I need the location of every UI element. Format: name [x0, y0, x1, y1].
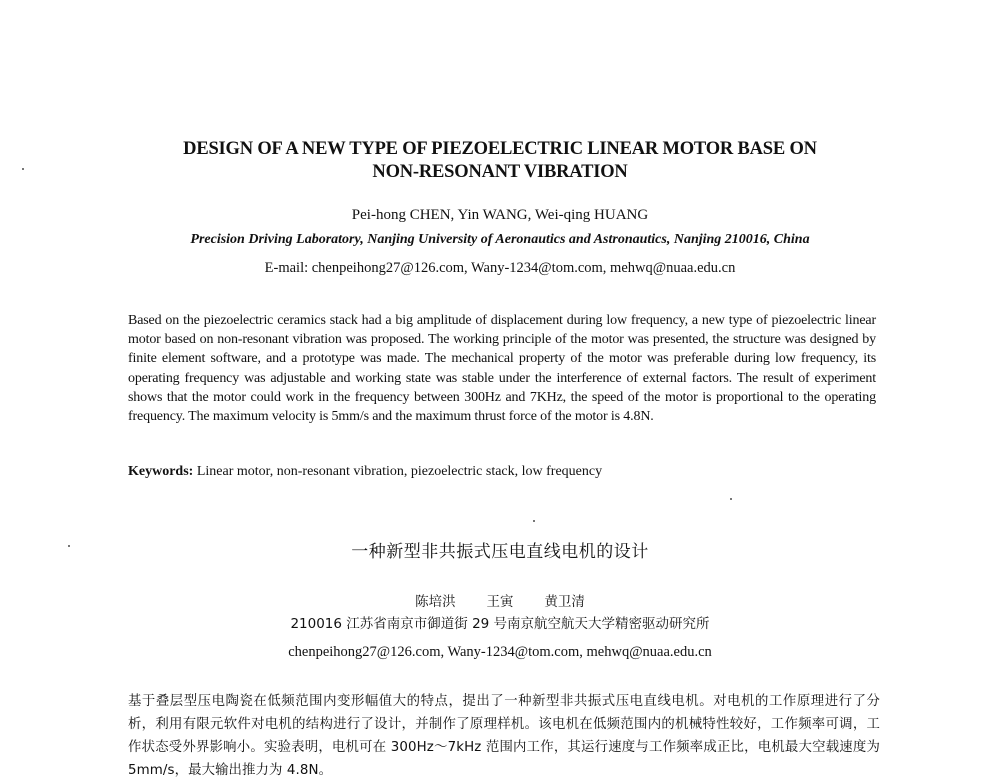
keywords-label: Keywords: — [128, 464, 194, 479]
scan-speck — [68, 545, 70, 547]
affiliation: Precision Driving Laboratory, Nanjing University of Aeronautics and Astronautics, Nanjing 210016, China — [190, 232, 810, 247]
chinese-affiliation: 210016 江苏省南京市御道街 29 号南京航空航天大学精密驱动研究所 — [290, 616, 710, 632]
chinese-title: 一种新型非共振式压电直线电机的设计 — [351, 542, 649, 562]
chinese-authors: 陈培洪 王寅 黄卫清 — [415, 594, 585, 610]
paper-title-line-2: NON-RESONANT VIBRATION — [372, 162, 628, 182]
chinese-email-line: chenpeihong27@126.com, Wany-1234@tom.com, mehwq@nuaa.edu.cn — [288, 644, 712, 660]
paper-title-line-1: DESIGN OF A NEW TYPE OF PIEZOELECTRIC LINEAR MOTOR BASE ON — [183, 139, 817, 159]
abstract-chinese: 基于叠层型压电陶瓷在低频范围内变形幅值大的特点，提出了一种新型非共振式压电直线电机。对电机的工作原理进行了分析，利用有限元软件对电机的结构进行了设计，并制作了原理样机。该电机在低频范围内的机械特性较好，工作频率可调，工作状态受外界影响小。实验表明，电机可在 300Hz～7kHz 范围内工作，其运行速度与工作频率成正比，电机最大空载速度为 5mm/s，最大输出推力为 4.8N。 — [128, 694, 880, 778]
scan-speck — [22, 168, 24, 170]
email-line: E-mail: chenpeihong27@126.com, Wany-1234@tom.com, mehwq@nuaa.edu.cn — [264, 260, 736, 276]
keywords — [128, 464, 876, 480]
keywords-text: Linear motor, non-resonant vibration, piezoelectric stack, low frequency — [196, 464, 603, 479]
scan-speck — [730, 498, 732, 500]
abstract-english: Based on the piezoelectric ceramics stack had a big amplitude of displacement during low frequency, a new type of piezoelectric linear motor based on non-resonant vibration was proposed. The working principle of the motor was presented, the structure was designed by finite element software, and a prototype was made. The mechanical property of the motor was preferable during low frequency, its operating frequency was adjustable and working state was stable under the interference of external factors. The result of experiment shows that the motor could work in the frequency between 300Hz and 7KHz, the speed of the motor is proportional to the operating frequency. The maximum velocity is 5mm/s and the maximum thrust force of the motor is 4.8N. — [128, 313, 876, 425]
scan-speck — [533, 520, 535, 522]
authors: Pei-hong CHEN, Yin WANG, Wei-qing HUANG — [351, 207, 649, 223]
paper-title — [100, 138, 900, 184]
